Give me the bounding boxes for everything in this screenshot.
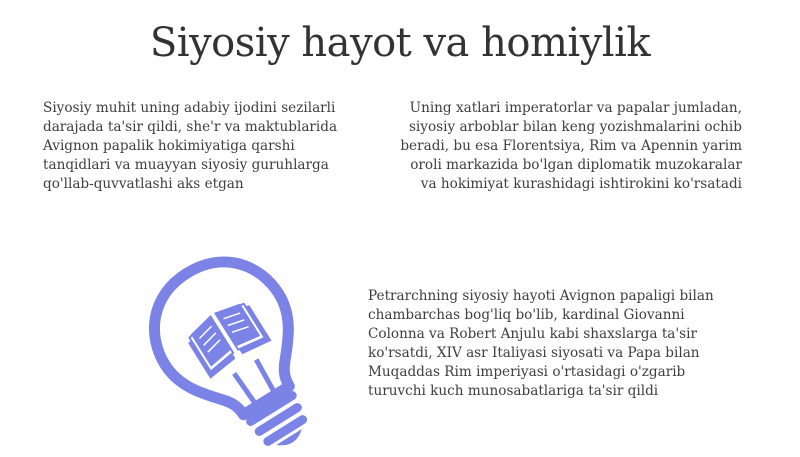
lightbulb-book-icon [148, 252, 318, 452]
right-paragraph: Uning xatlari imperatorlar va papalar jumladan, siyosiy arboblar bilan keng yozishmalarini ochib beradi, bu esa Florentsiya, Rim va Apennin yarim oroli markazida bo'lgan diplomatik muzokaralar va hokimiyat kurashidagi ishtirokini ko'rsatadi [400, 100, 742, 192]
bottom-paragraph: Petrarchning siyosiy hayoti Avignon papaligi bilan chambarchas bog'liq bo'lib, kardinal Giovanni Colonna va Robert Anjulu kabi shaxslarga ta'sir ko'rsatdi, XIV asr Italiyasi siyosati va Papa bilan Muqaddas Rim imperiyasi o'rtasidagi o'zgarib turuvchi kuch munosabatlariga ta'sir qildi [368, 288, 714, 399]
slide-title: Siyosiy hayot va homiylik [149, 20, 651, 66]
left-paragraph: Siyosiy muhit uning adabiy ijodini sezilarli darajada ta'sir qildi, she'r va maktublarida Avignon papalik hokimiyatiga qarshi tanqidlari va muayyan siyosiy guruhlarga qo'llab-quvvatlashi aks etgan [43, 100, 338, 192]
